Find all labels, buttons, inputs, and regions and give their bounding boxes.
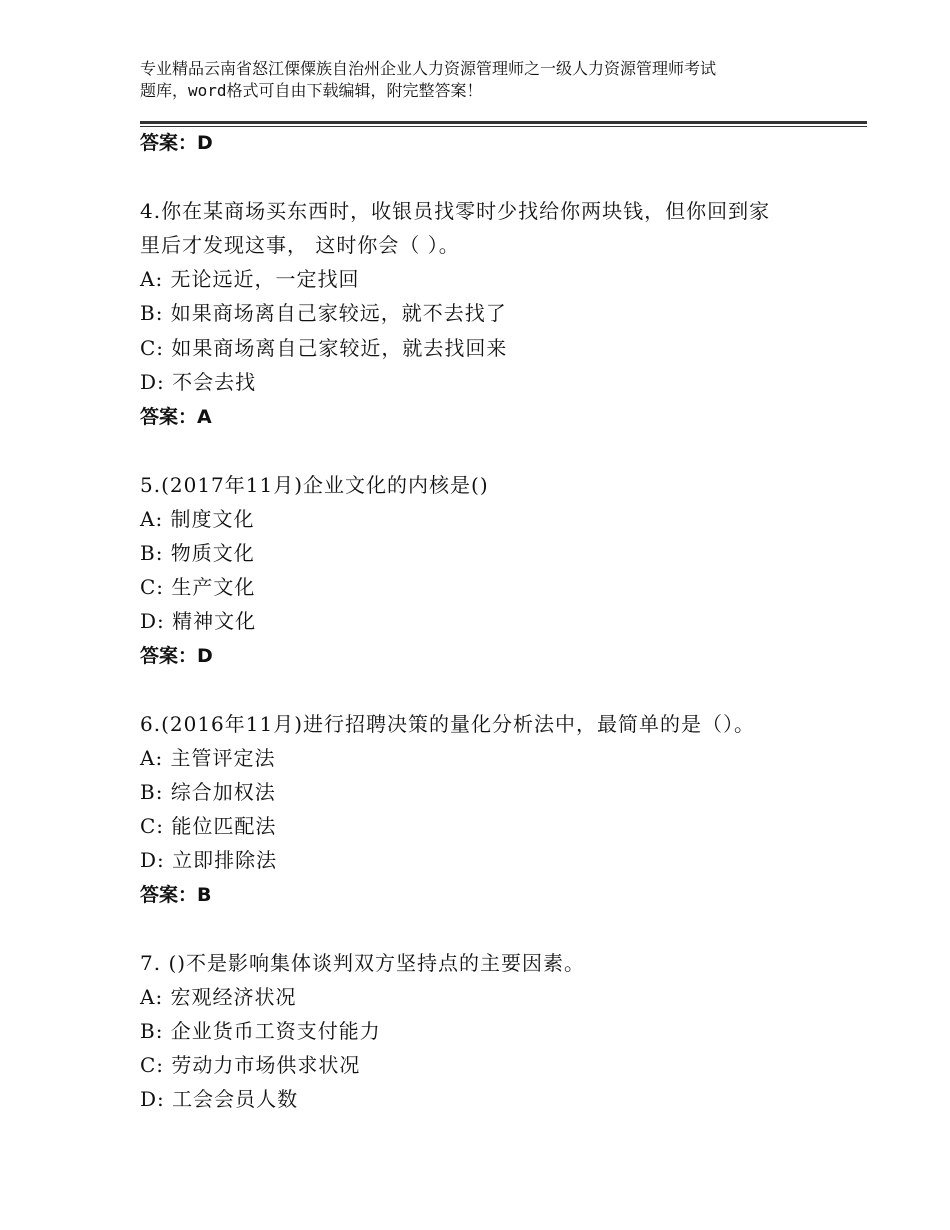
question-7-option-a: A: 宏观经济状况 — [140, 985, 297, 1009]
document-header — [140, 58, 830, 102]
question-7-option-c: C: 劳动力市场供求状况 — [140, 1053, 361, 1077]
question-5-answer: 答案：D — [140, 645, 213, 667]
question-4-answer: 答案：A — [140, 406, 212, 428]
question-5-option-c: C: 生产文化 — [140, 575, 256, 599]
question-7-stem: 7. ()不是影响集体谈判双方坚持点的主要因素。 — [140, 951, 586, 975]
answer-label: 答案：D — [140, 132, 213, 154]
question-7-option-d: D: 工会会员人数 — [140, 1087, 299, 1111]
question-6-answer: 答案：B — [140, 884, 212, 906]
question-5-option-b: B: 物质文化 — [140, 541, 255, 565]
question-4-option-d: D: 不会去找 — [140, 370, 257, 394]
header-title-line-2: 题库，word格式可自由下载编辑，附完整答案！ — [140, 81, 483, 100]
header-rule-thick — [140, 121, 867, 124]
question-6-option-c: C: 能位匹配法 — [140, 814, 277, 838]
question-6-option-d: D: 立即排除法 — [140, 848, 278, 872]
question-5-option-d: D: 精神文化 — [140, 609, 257, 633]
question-4-option-a: A: 无论远近，一定找回 — [140, 267, 360, 291]
question-4-option-c: C: 如果商场离自己家较近，就去找回来 — [140, 336, 508, 360]
question-6-stem: 6.(2016年11月)进行招聘决策的量化分析法中，最简单的是（）。 — [140, 712, 756, 736]
header-title-line-1: 专业精品云南省怒江傈僳族自治州企业人力资源管理师之一级人力资源管理师考试 — [140, 59, 717, 78]
question-4-stem-line-1: 4.你在某商场买东西时，收银员找零时少找给你两块钱，但你回到家 — [140, 199, 771, 223]
question-6-option-a: A: 主管评定法 — [140, 746, 276, 770]
question-7-option-b: B: 企业货币工资支付能力 — [140, 1019, 381, 1043]
question-4-stem-line-2: 里后才发现这事， 这时你会（ ）。 — [140, 233, 460, 257]
question-6-option-b: B: 综合加权法 — [140, 780, 276, 804]
header-rule-thin — [140, 126, 867, 127]
question-4-option-b: B: 如果商场离自己家较远，就不去找了 — [140, 301, 507, 325]
question-5-stem: 5.(2017年11月)企业文化的内核是() — [140, 473, 489, 497]
question-5-option-a: A: 制度文化 — [140, 507, 255, 531]
